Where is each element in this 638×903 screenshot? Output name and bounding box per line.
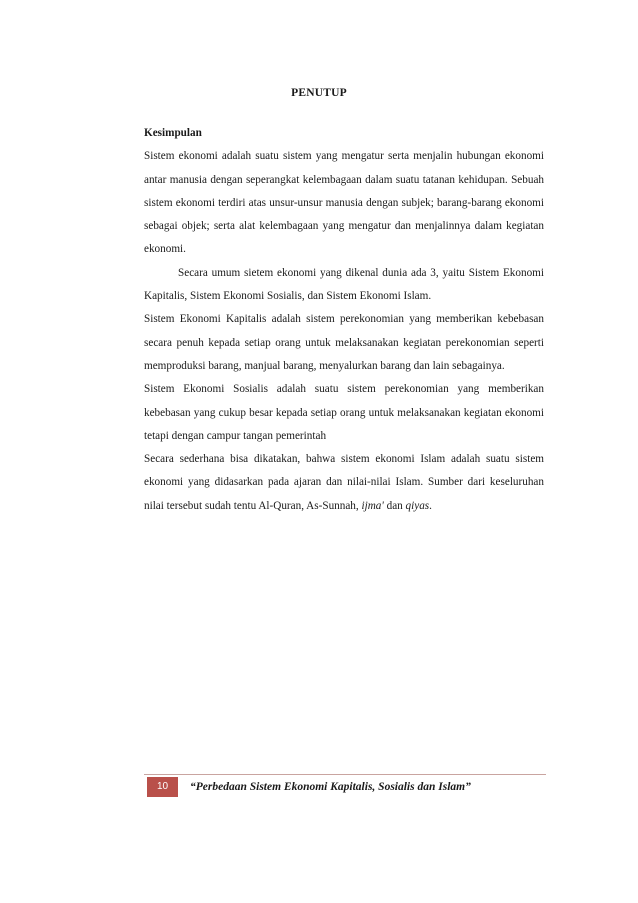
term-qiyas: qiyas [405,499,430,512]
paragraph-definition: Sistem ekonomi adalah suatu sistem yang mengatur serta menjalin hubungan ekonomi antar manusia dengan seperangkat kelembagaan dalam suatu tatanan kehidupan. Sebuah sistem ekonomi terdiri atas unsur-unsur manusia dengan subjek; barang-barang ekonomi sebagai objek; serta alat kelembagaan yang mengatur dan menjalinnya dalam kegiatan ekonomi. [144,150,544,256]
page-number-badge: 10 [147,777,178,797]
paragraph-capitalist: Sistem Ekonomi Kapitalis adalah sistem perekonomian yang memberikan kebebasan secara penuh kepada setiap orang untuk melaksanakan kegiatan perekonomian seperti memproduksi barang, manjual barang, menyalurkan barang dan lain sebagainya. [144,313,544,372]
paragraph-socialist: Sistem Ekonomi Sosialis adalah suatu sistem perekonomian yang memberikan kebebasan yang cukup besar kepada setiap orang untuk melaksanakan kegiatan ekonomi tetapi dengan campur tangan pemerintah [144,383,544,442]
footer-divider [144,774,546,775]
paragraph-islamic [144,448,544,518]
islamic-text-end: . [429,499,432,512]
section-heading: Kesimpulan [144,127,202,139]
paragraph-three-systems: Secara umum sietem ekonomi yang dikenal dunia ada 3, yaitu Sistem Ekonomi Kapitalis, Sistem Ekonomi Sosialis, dan Sistem Ekonomi Islam. [144,266,544,303]
term-ijma: ijma' [361,499,384,512]
page-title: PENUTUP [291,87,347,99]
footer-running-title: “Perbedaan Sistem Ekonomi Kapitalis, Sosialis dan Islam” [190,781,471,793]
islamic-text-and: dan [386,499,403,512]
islamic-text-start: Secara sederhana bisa dikatakan, bahwa sistem ekonomi Islam adalah suatu sistem ekonomi yang didasarkan pada ajaran dan nilai-nilai Islam. Sumber dari keseluruhan nilai tersebut sudah tentu Al-Quran, As-Sunnah, [144,453,544,512]
body-content [144,122,544,518]
